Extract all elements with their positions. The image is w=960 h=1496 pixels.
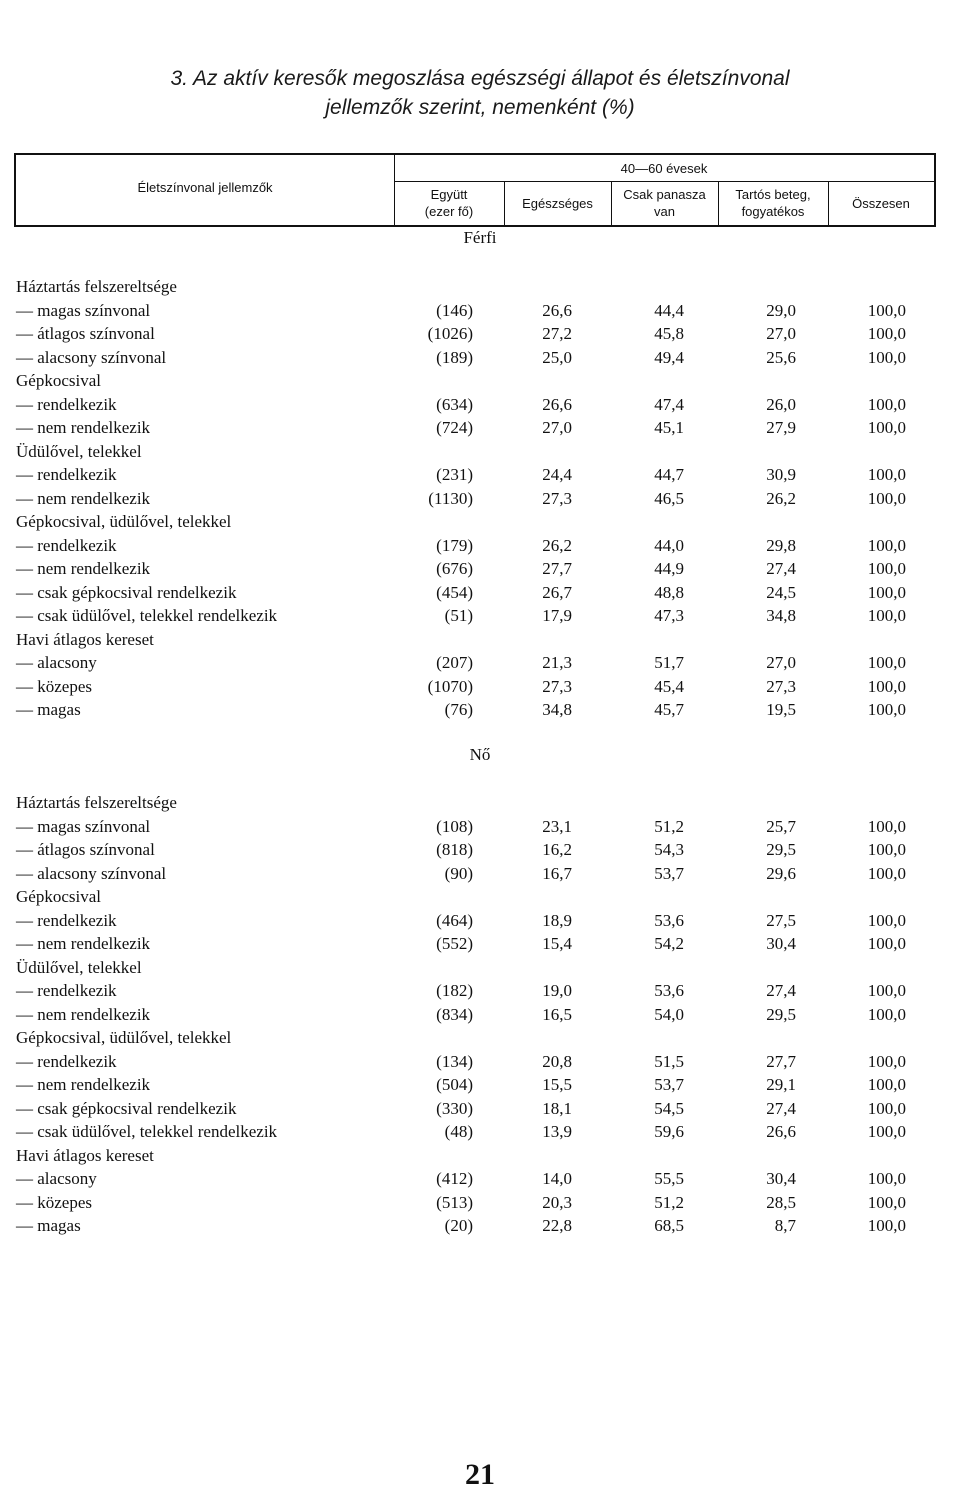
table-cell: 29,6: [766, 863, 796, 883]
row-label: — átlagos színvonal: [16, 840, 155, 859]
table-cell: 100,0: [867, 910, 906, 930]
table-cell: 27,4: [766, 559, 796, 578]
table-row: [14, 581, 936, 604]
table-cell: 34,8: [766, 606, 796, 625]
table-cell: 100,0: [867, 863, 906, 883]
table-cell: 29,0: [766, 300, 796, 320]
table-cell: (20): [444, 1216, 473, 1235]
row-label: — rendelkezik: [16, 465, 117, 484]
table-cell: 20,8: [542, 1051, 572, 1071]
table-row: [14, 838, 936, 861]
table-cell: 51,7: [654, 653, 684, 672]
row-label: — alacsony: [16, 1169, 97, 1188]
header-complaint: [611, 186, 718, 220]
table-cell: 54,3: [654, 840, 684, 859]
table-cell: 53,6: [654, 981, 684, 1000]
row-label: — nem rendelkezik: [16, 934, 151, 953]
group-divider: [394, 181, 934, 182]
table-cell: (90): [444, 863, 473, 883]
table-cell: 29,8: [766, 535, 796, 555]
header-chronic: [718, 186, 828, 220]
table-row: [14, 534, 936, 557]
table-row: [14, 815, 936, 838]
table-cell: 25,6: [766, 347, 796, 367]
header-chronic-line1: Tartós beteg,: [735, 187, 811, 202]
section-label: Férfi: [463, 228, 497, 247]
row-label: — nem rendelkezik: [16, 559, 151, 578]
table-cell: 22,8: [542, 1216, 572, 1235]
table-row: [14, 322, 936, 345]
table-cell: 100,0: [867, 1075, 906, 1094]
table-header: [14, 153, 936, 227]
row-label: Háztartás felszereltsége: [16, 793, 177, 812]
row-label: Üdülővel, telekkel: [16, 957, 142, 977]
row-label: Gépkocsival, üdülővel, telekkel: [16, 1028, 232, 1047]
table-row: [14, 909, 936, 932]
table-row: [14, 1120, 936, 1143]
table-cell: (464): [436, 910, 473, 930]
table-cell: (146): [436, 300, 473, 320]
table-row: [14, 416, 936, 439]
table-cell: (48): [444, 1122, 473, 1141]
table-cell: 55,5: [654, 1169, 684, 1188]
table-cell: 27,3: [542, 676, 572, 696]
table-cell: 100,0: [867, 816, 906, 836]
table-cell: (1070): [427, 676, 473, 696]
row-label: Gépkocsival, üdülővel, telekkel: [16, 512, 232, 531]
table-cell: 16,5: [542, 1004, 572, 1024]
table-cell: 19,5: [766, 700, 796, 719]
table-cell: (676): [436, 559, 473, 578]
table-cell: 17,9: [542, 606, 572, 625]
row-label: — alacsony színvonal: [16, 863, 167, 883]
table-cell: 30,4: [766, 1169, 796, 1188]
table-cell: 14,0: [542, 1169, 572, 1188]
table-cell: 100,0: [867, 1098, 906, 1118]
table-cell: 20,3: [542, 1192, 572, 1212]
table-cell: 47,4: [654, 394, 684, 414]
table-cell: 53,7: [654, 1075, 684, 1094]
table-cell: 100,0: [867, 606, 906, 625]
header-life-standard: Életszínvonal jellemzők: [137, 180, 273, 195]
table-cell: 16,7: [542, 863, 572, 883]
table-cell: 100,0: [867, 488, 906, 508]
table-cell: 100,0: [867, 700, 906, 719]
table-cell: 54,0: [654, 1004, 684, 1024]
table-cell: 25,7: [766, 816, 796, 836]
table-cell: (51): [444, 606, 473, 625]
table-cell: 27,4: [766, 1098, 796, 1118]
table-cell: 27,7: [766, 1051, 796, 1071]
header-together: [394, 186, 504, 220]
table-row: [14, 1214, 936, 1237]
table-cell: 44,7: [654, 465, 684, 484]
table-group-heading: [14, 1026, 936, 1049]
table-cell: 26,2: [766, 488, 796, 508]
table-cell: (189): [436, 347, 473, 367]
table-cell: 27,3: [766, 676, 796, 696]
row-label: — nem rendelkezik: [16, 488, 151, 508]
table-cell: 100,0: [867, 535, 906, 555]
table-cell: (504): [436, 1075, 473, 1094]
table-cell: 34,8: [542, 700, 572, 719]
table-row: [14, 299, 936, 322]
table-cell: 21,3: [542, 653, 572, 672]
table-cell: 18,1: [542, 1098, 572, 1118]
table-cell: 45,7: [654, 700, 684, 719]
row-label: — rendelkezik: [16, 910, 117, 930]
table-group-heading: [14, 369, 936, 392]
table-cell: 44,4: [654, 300, 684, 320]
table-cell: 27,5: [766, 910, 796, 930]
table-cell: 46,5: [654, 488, 684, 508]
header-together-line2: (ezer fő): [424, 204, 474, 219]
table-cell: 24,5: [766, 582, 796, 602]
table-cell: 18,9: [542, 910, 572, 930]
table-row: [14, 675, 936, 698]
table-cell: (1026): [427, 324, 473, 343]
table-cell: 8,7: [774, 1216, 796, 1235]
table-cell: 28,5: [766, 1192, 796, 1212]
table-cell: 27,0: [542, 418, 572, 437]
table-row: [14, 932, 936, 955]
table-cell: 30,9: [766, 465, 796, 484]
row-label: — közepes: [16, 676, 93, 696]
row-label: — közepes: [16, 1192, 93, 1212]
table-cell: 100,0: [867, 394, 906, 414]
table-cell: 24,4: [542, 465, 572, 484]
table-cell: 53,7: [654, 863, 684, 883]
table-cell: 100,0: [867, 300, 906, 320]
table-row: [14, 862, 936, 885]
row-label: — alacsony színvonal: [16, 347, 167, 367]
table-cell: 27,2: [542, 324, 572, 343]
table-cell: (1130): [428, 488, 473, 508]
table-cell: 45,8: [654, 324, 684, 343]
table-cell: 100,0: [867, 324, 906, 343]
row-label: Gépkocsival: [16, 887, 101, 906]
table-row: [14, 463, 936, 486]
table-cell: (108): [436, 816, 473, 836]
table-cell: 44,0: [654, 535, 684, 555]
table-cell: 27,3: [542, 488, 572, 508]
title-line-1: 3. Az aktív keresők megoszlása egészségi állapot és életszínvonal: [170, 67, 790, 90]
table-cell: (454): [436, 582, 473, 602]
row-label: — alacsony: [16, 653, 97, 672]
table-group-heading: [14, 956, 936, 979]
row-label: — átlagos színvonal: [16, 324, 155, 343]
row-label: Üdülővel, telekkel: [16, 441, 142, 461]
table-cell: (134): [436, 1051, 473, 1071]
table-cell: 26,6: [766, 1122, 796, 1141]
table-cell: 26,6: [542, 300, 572, 320]
table-cell: 100,0: [867, 981, 906, 1000]
row-label: — nem rendelkezik: [16, 1075, 151, 1094]
table-cell: (179): [436, 535, 473, 555]
table-row: [14, 979, 936, 1002]
table-cell: 45,4: [654, 676, 684, 696]
row-label: — rendelkezik: [16, 1051, 117, 1071]
row-label: — csak gépkocsival rendelkezik: [16, 582, 237, 602]
row-label: Havi átlagos kereset: [16, 629, 154, 649]
table-cell: 29,5: [766, 840, 796, 859]
row-label: — magas színvonal: [16, 816, 151, 836]
table-cell: 100,0: [867, 676, 906, 696]
table-cell: 48,8: [654, 582, 684, 602]
table-cell: 26,0: [766, 394, 796, 414]
table-row: [14, 487, 936, 510]
table-cell: 15,5: [542, 1075, 572, 1094]
row-label: — nem rendelkezik: [16, 1004, 151, 1024]
table-cell: 27,0: [766, 653, 796, 672]
table-cell: 27,7: [542, 559, 572, 578]
table-cell: 49,4: [654, 347, 684, 367]
table-cell: (818): [436, 840, 473, 859]
table-row: [14, 1050, 936, 1073]
row-label: — rendelkezik: [16, 535, 117, 555]
row-label: Gépkocsival: [16, 371, 101, 390]
table-cell: 45,1: [654, 418, 684, 437]
table-cell: (724): [436, 418, 473, 437]
header-complaint-line1: Csak panasza: [623, 187, 706, 202]
table-cell: 100,0: [867, 653, 906, 672]
row-label: Háztartás felszereltsége: [16, 277, 177, 296]
table-cell: 26,2: [542, 535, 572, 555]
table-cell: 47,3: [654, 606, 684, 625]
table-cell: (834): [436, 1004, 473, 1024]
table-cell: 100,0: [867, 347, 906, 367]
row-label: Havi átlagos kereset: [16, 1145, 154, 1165]
row-label: — rendelkezik: [16, 394, 117, 414]
table-cell: 59,6: [654, 1122, 684, 1141]
table-row: [14, 393, 936, 416]
table-group-heading: [14, 628, 936, 651]
table-cell: (412): [436, 1169, 473, 1188]
table-cell: (513): [436, 1192, 473, 1212]
table-group-heading: [14, 275, 936, 298]
table-row: [14, 346, 936, 369]
table-cell: 26,6: [542, 394, 572, 414]
table-cell: (552): [436, 934, 473, 953]
table-row: [14, 1191, 936, 1214]
header-chronic-line2: fogyatékos: [741, 204, 805, 219]
header-together-line1: Együtt: [430, 187, 468, 202]
header-total: Összesen: [852, 196, 910, 211]
table-cell: 100,0: [867, 1216, 906, 1235]
table-cell: 100,0: [867, 465, 906, 484]
table-cell: 27,0: [766, 324, 796, 343]
table-group-heading: [14, 510, 936, 533]
table-cell: 29,1: [766, 1075, 796, 1094]
table-cell: 100,0: [867, 582, 906, 602]
table-cell: 100,0: [867, 934, 906, 953]
section-label: Nő: [469, 745, 491, 764]
table-cell: 29,5: [766, 1004, 796, 1024]
table-cell: 100,0: [867, 1122, 906, 1141]
table-row: [14, 1097, 936, 1120]
table-cell: 27,9: [766, 418, 796, 437]
row-label: — rendelkezik: [16, 981, 117, 1000]
table-cell: 16,2: [542, 840, 572, 859]
row-label: — magas: [16, 700, 81, 719]
table-row: [14, 1167, 936, 1190]
table-cell: (231): [436, 465, 473, 484]
row-label: — magas színvonal: [16, 300, 151, 320]
table-cell: 13,9: [542, 1122, 572, 1141]
row-label: — csak gépkocsival rendelkezik: [16, 1098, 237, 1118]
table-cell: 44,9: [654, 559, 684, 578]
table-cell: 54,2: [654, 934, 684, 953]
table-cell: 15,4: [542, 934, 572, 953]
title-line-2: jellemzők szerint, nemenként (%): [325, 96, 635, 119]
table-cell: 30,4: [766, 934, 796, 953]
table-row: [14, 1073, 936, 1096]
table-row: [14, 698, 936, 721]
table-cell: (634): [436, 394, 473, 414]
table-cell: 100,0: [867, 418, 906, 437]
table-cell: 26,7: [542, 582, 572, 602]
table-row: [14, 651, 936, 674]
table-cell: 53,6: [654, 910, 684, 930]
table-cell: 100,0: [867, 1192, 906, 1212]
row-label: — csak üdülővel, telekkel rendelkezik: [16, 1122, 278, 1141]
table-cell: 100,0: [867, 840, 906, 859]
table-cell: 25,0: [542, 347, 572, 367]
table-cell: 51,5: [654, 1051, 684, 1071]
table-row: [14, 557, 936, 580]
page-number: 21: [465, 1458, 495, 1491]
table-group-heading: [14, 440, 936, 463]
table-cell: 19,0: [542, 981, 572, 1000]
table-group-heading: [14, 1144, 936, 1167]
table-cell: 100,0: [867, 559, 906, 578]
table-row: [14, 604, 936, 627]
table-cell: (207): [436, 653, 473, 672]
table-cell: (76): [444, 700, 473, 719]
header-complaint-line2: van: [654, 204, 675, 219]
table-cell: 100,0: [867, 1051, 906, 1071]
table-cell: 51,2: [654, 1192, 684, 1212]
table-cell: 68,5: [654, 1216, 684, 1235]
table-group-heading: [14, 885, 936, 908]
header-age-group: 40—60 évesek: [620, 161, 708, 176]
table-cell: 54,5: [654, 1098, 684, 1118]
table-row: [14, 1003, 936, 1026]
table-cell: (182): [436, 981, 473, 1000]
table-cell: 51,2: [654, 816, 684, 836]
table-cell: 100,0: [867, 1169, 906, 1188]
row-label: — nem rendelkezik: [16, 418, 151, 437]
table-cell: 27,4: [766, 981, 796, 1000]
row-label: — csak üdülővel, telekkel rendelkezik: [16, 606, 278, 625]
table-group-heading: [14, 791, 936, 814]
header-healthy: Egészséges: [522, 196, 593, 211]
row-label: — magas: [16, 1216, 81, 1235]
table-cell: 100,0: [867, 1004, 906, 1024]
table-title: [0, 64, 960, 122]
table-cell: 23,1: [542, 816, 572, 836]
table-cell: (330): [436, 1098, 473, 1118]
